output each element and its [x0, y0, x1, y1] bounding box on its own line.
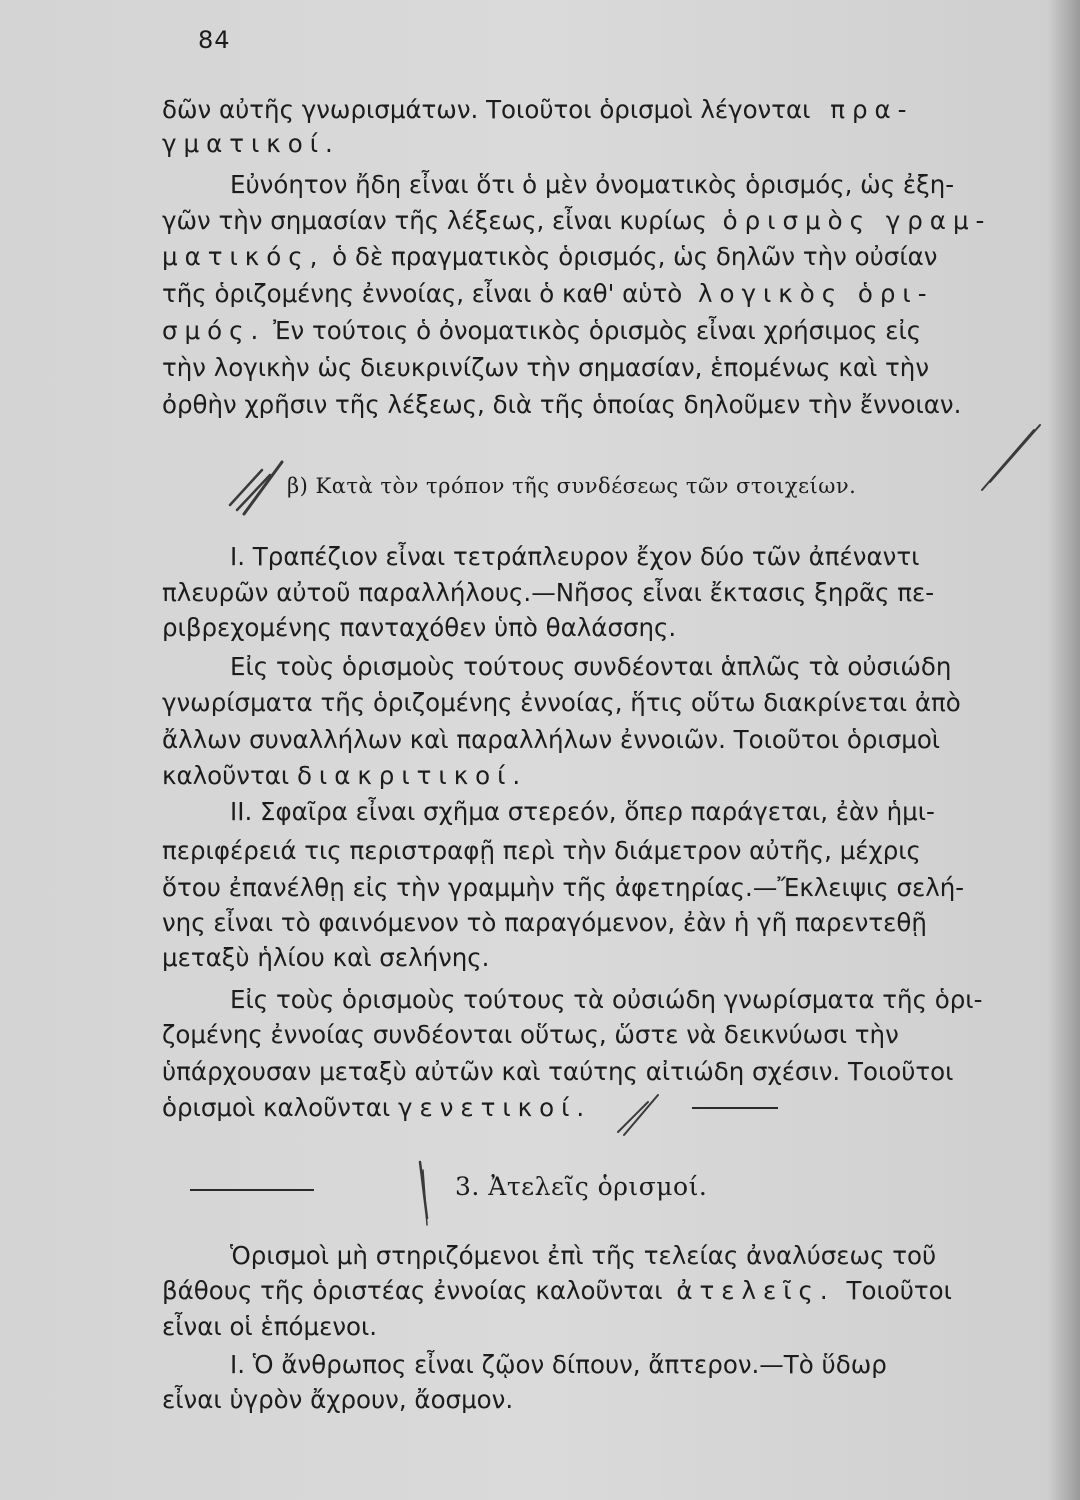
text: Τοιοῦτοι — [846, 1276, 952, 1305]
section-heading: β) Κατὰ τὸν τρόπον τῆς συνδέσεως τῶν στοιχείων. — [287, 474, 857, 498]
text-line: Ι. Ὁ ἄνθρωπος εἶναι ζῷον δίπουν, ἄπτερον.—Τὸ ὕδωρ — [230, 1350, 887, 1379]
text-line: εἶναι ὑγρὸν ἄχρουν, ἄοσμον. — [162, 1385, 514, 1414]
text-line: ριβρεχομένης πανταχόθεν ὑπὸ θαλάσσης. — [162, 613, 677, 642]
text-line: Ι. Τραπέζιον εἶναι τετράπλευρον ἔχον δύο τῶν ἀπέναντι — [230, 542, 920, 571]
text-line: γνωρίσματα τῆς ὁριζομένης ἐννοίας, ἥτις οὕτω διακρίνεται ἀπὸ — [162, 688, 961, 717]
text-line: Εὐνόητον ἤδη εἶναι ὅτι ὁ μὲν ὀνοματικὸς ὁρισμός, ὡς ἐξη- — [230, 170, 955, 199]
spaced-word: διακριτικοί. — [296, 761, 528, 790]
spaced-word: ματικός, — [162, 242, 325, 271]
text: Ἐν τούτοις ὁ ὀνοματικὸς ὁρισμὸς εἶναι χρήσιμος εἰς — [273, 316, 922, 345]
text-line: Εἰς τοὺς ὁρισμοὺς τούτους συνδέονται ἁπλῶς τὰ οὐσιώδη — [230, 652, 952, 681]
text-line — [162, 1274, 1070, 1308]
text: καλοῦνται — [162, 761, 290, 790]
text: δῶν αὐτῆς γνωρισμάτων. Τοιοῦτοι ὁρισμοὶ λέγονται — [162, 95, 811, 124]
text: γῶν τὴν σημασίαν τῆς λέξεως, εἶναι κυρίως — [162, 206, 707, 235]
text-line: ζομένης ἐννοίας συνδέονται οὕτως, ὥστε νὰ δεικνύωσι τὴν — [162, 1020, 899, 1049]
text-line: Εἰς τοὺς ὁρισμοὺς τούτους τὰ οὐσιώδη γνωρίσματα τῆς ὁρι- — [230, 985, 983, 1014]
spaced-word: σμός. — [162, 316, 266, 345]
text: ὁρισμοὶ καλοῦνται — [162, 1093, 391, 1122]
spaced-word: γματικοί. — [162, 129, 340, 158]
text: ὁ δὲ πραγματικὸς ὁρισμός, ὡς δηλῶν τὴν οὐσίαν — [332, 242, 938, 271]
text-line: εἶναι οἱ ἑπόμενοι. — [162, 1312, 378, 1341]
spaced-word: πρα- — [830, 95, 914, 124]
spaced-word: ἀτελεῖς. — [676, 1276, 835, 1305]
text-line: μεταξὺ ἡλίου καὶ σελήνης. — [162, 943, 490, 972]
spaced-word: γενετικοί. — [397, 1093, 592, 1122]
text-line — [162, 759, 1070, 793]
text-line: ΙΙ. Σφαῖρα εἶναι σχῆμα στερεόν, ὅπερ παράγεται, ἐὰν ἡμι- — [230, 797, 935, 826]
text-line: τὴν λογικὴν ὡς διευκρινίζων τὴν σημασίαν, ἑπομένως καὶ τὴν — [162, 353, 930, 382]
text-line: ἄλλων συναλλήλων καὶ παραλλήλων ἐννοιῶν. Τοιοῦτοι ὁρισμοὶ — [162, 725, 941, 754]
text-line: περιφέρειά τις περιστραφῇ περὶ τὴν διάμετρον αὐτῆς, μέχρις — [162, 836, 921, 865]
dash-rule — [692, 1107, 778, 1109]
text-line: ὑπάρχουσαν μεταξὺ αὐτῶν καὶ ταύτης αἰτιώδη σχέσιν. Τοιοῦτοι — [162, 1057, 954, 1086]
text-line: νης εἶναι τὸ φαινόμενον τὸ παραγόμενον, ἐὰν ἡ γῆ παρεντεθῇ — [162, 908, 927, 937]
page-number: 84 — [198, 26, 231, 54]
heading-rule — [190, 1189, 314, 1191]
text-line — [162, 1091, 1070, 1125]
text-line: Ὁρισμοὶ μὴ στηριζόμενοι ἐπὶ τῆς τελείας ἀναλύσεως τοῦ — [230, 1241, 937, 1270]
text-line: πλευρῶν αὐτοῦ παραλλήλους.—Νῆσος εἶναι ἔκτασις ξηρᾶς πε- — [162, 578, 935, 607]
text: βάθους τῆς ὁριστέας ἐννοίας καλοῦνται — [162, 1276, 663, 1305]
section-heading: 3. Ἀτελεῖς ὁρισμοί. — [455, 1172, 708, 1201]
text: τῆς ὁριζομένης ἐννοίας, εἶναι ὁ καθ' αὑτὸ — [162, 279, 683, 308]
spaced-word: λογικὸς ὁρι- — [698, 279, 934, 308]
spaced-word: ὁρισμὸς γραμ- — [722, 206, 992, 235]
text-line: ὅτου ἐπανέλθῃ εἰς τὴν γραμμὴν τῆς ἀφετηρίας.—Ἔκλειψις σελή- — [162, 873, 965, 902]
text-line: ὀρθὴν χρῆσιν τῆς λέξεως, διὰ τῆς ὁποίας δηλοῦμεν τὴν ἔννοιαν. — [162, 390, 962, 419]
